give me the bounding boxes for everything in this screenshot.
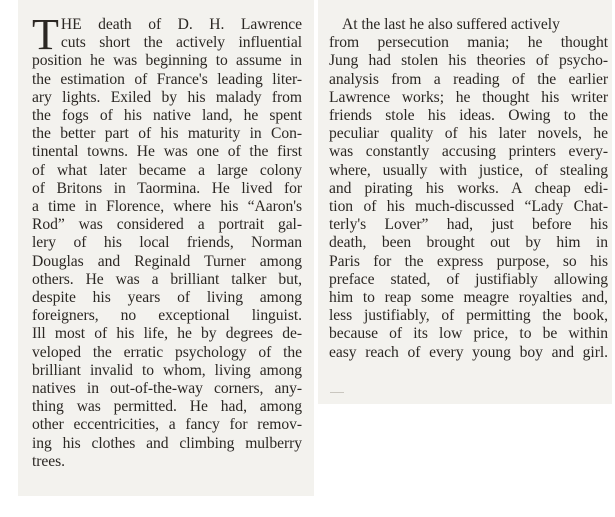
text-line: the estimation of France's leading liter- bbox=[32, 70, 302, 88]
text-line: Paris for the express purpose, so his bbox=[329, 252, 608, 270]
text-line: HE death of D. H. Lawrence bbox=[60, 16, 302, 33]
text-line: peculiar quality of his later novels, he bbox=[329, 125, 608, 143]
text-line: ing his clothes and climbing mulberry bbox=[32, 434, 302, 452]
text-line: and pirating his works. A cheap edi- bbox=[329, 179, 608, 197]
text-line: terly's Lover” had, just before his bbox=[329, 216, 608, 234]
text-line: Ill most of his life, he by degrees de- bbox=[32, 325, 302, 343]
text-line: less justifiably, of permitting the book, bbox=[329, 307, 608, 325]
text-line: where, usually with justice, of stealing bbox=[329, 161, 608, 179]
text-line: was constantly accusing printers every- bbox=[329, 143, 608, 161]
text-line: trees. bbox=[32, 452, 66, 470]
text-line: the better part of his maturity in Con- bbox=[32, 125, 302, 143]
text-line: the fogs of his native land, he spent bbox=[32, 107, 302, 125]
text-line: thing was permitted. He had, among bbox=[32, 398, 302, 416]
text-line: Lawrence works; he thought his writer bbox=[329, 88, 608, 106]
text-line: lery of his local friends, Norman bbox=[32, 234, 302, 252]
text-line: natives in out-of-the-way corners, any- bbox=[32, 380, 302, 398]
text-line: tinental towns. He was one of the first bbox=[32, 143, 302, 161]
text-line: easy reach of every young boy and girl. bbox=[329, 343, 608, 361]
text-line: At the last he also suffered actively bbox=[342, 16, 560, 33]
text-line: cuts short the actively influential bbox=[60, 34, 302, 52]
text-line: Jung had stolen his theories of psycho- bbox=[329, 52, 608, 70]
text-line: others. He was a brilliant talker but, bbox=[32, 270, 302, 288]
drop-cap: T bbox=[32, 10, 59, 59]
text-line: ary lights. Exiled by his malady from bbox=[32, 88, 302, 106]
text-line: a time in Florence, where his “Aaron's bbox=[32, 198, 302, 216]
text-line: tion of his much-discussed “Lady Chat- bbox=[329, 198, 608, 216]
text-line: other eccentricities, a fancy for remov- bbox=[32, 416, 302, 434]
text-line: death, been brought out by him in bbox=[329, 234, 608, 252]
text-line: preface stated, of justifiably allowing bbox=[329, 270, 608, 288]
text-line: from persecution mania; he thought bbox=[329, 34, 608, 52]
text-line: Douglas and Reginald Turner among bbox=[32, 252, 302, 270]
right-text-column bbox=[318, 0, 612, 404]
left-text-column bbox=[18, 0, 314, 496]
text-line: brilliant invalid to whom, living among bbox=[32, 361, 302, 379]
text-line: friends stole his ideas. Owing to the bbox=[329, 107, 608, 125]
text-line: veloped the erratic psychology of the bbox=[32, 343, 302, 361]
text-line: foreigners, no exceptional linguist. bbox=[32, 307, 302, 325]
text-line: position he was beginning to assume in bbox=[32, 52, 302, 70]
text-line: despite his years of living among bbox=[32, 289, 302, 307]
text-line: of Britons in Taormina. He lived for bbox=[32, 179, 302, 197]
text-line: of what later became a large colony bbox=[32, 161, 302, 179]
text-line: analysis from a reading of the earlier bbox=[329, 70, 608, 88]
text-line: Rod” was considered a portrait gal- bbox=[32, 216, 302, 234]
text-line: because of its low price, to be within bbox=[329, 325, 608, 343]
text-line: him to reap some meagre royalties and, bbox=[329, 289, 608, 307]
